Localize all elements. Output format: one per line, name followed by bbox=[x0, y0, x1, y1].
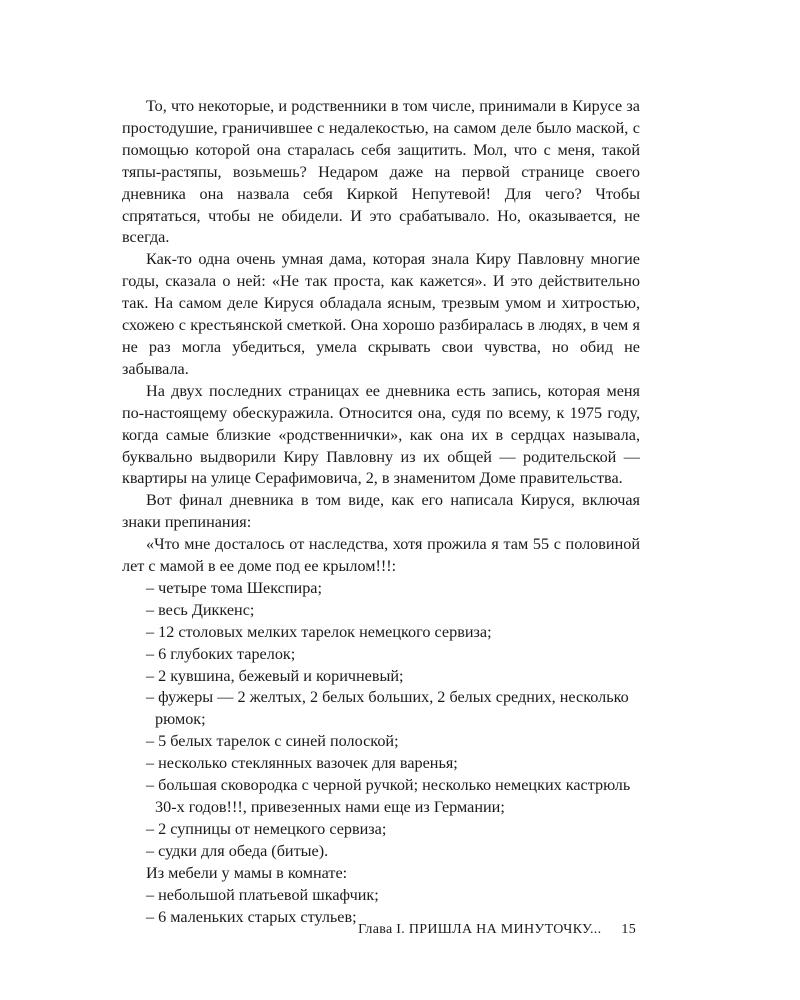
list-item: – 6 маленьких старых стульев; bbox=[146, 907, 357, 926]
list-item: – фужеры — 2 желтых, 2 белых больших, 2 белых средних, несколько рюмок; bbox=[146, 688, 629, 729]
list-dash: – bbox=[146, 754, 155, 773]
chapter-title: Глава I. ПРИШЛА НА МИНУТОЧКУ... bbox=[358, 922, 602, 937]
page-number: 15 bbox=[621, 922, 636, 937]
list-item: – 2 кувшина, бежевый и коричневый; bbox=[146, 666, 404, 685]
list-dash: – bbox=[146, 578, 155, 597]
list-dash: – bbox=[146, 622, 155, 641]
list-dash: – bbox=[146, 841, 155, 860]
list-item: – большая сковородка с черной ручкой; несколько немецких кастрюль 30-х годов!!!, привезенных нами еще из Германии; bbox=[146, 776, 631, 816]
list-item: – небольшой платьевой шкафчик; bbox=[146, 885, 379, 904]
paragraph: То, что некоторые, и родственники в том числе, принимали в Кирусе за простодушие, граничившее с недалекостью, на самом деле было маской, с помощью которой она старалась себя защитить. Мол, что с меня, такой тяпы-растяпы, возьмешь? Недаром даже на первой странице своего дневника она назвала себя Киркой Непутевой! Для чего? Чтобы спрятаться, чтобы не обидели. И это срабатывало. Но, оказывается, не всегда. bbox=[122, 97, 640, 247]
list-dash: – bbox=[146, 907, 155, 926]
list-item: – 12 столовых мелких тарелок немецкого сервиза; bbox=[146, 622, 492, 641]
list-dash: – bbox=[146, 732, 155, 751]
list-item: – весь Диккенс; bbox=[146, 600, 255, 619]
paragraph: Как-то одна очень умная дама, которая знала Киру Павловну многие годы, сказала о ней: «Не так проста, как кажется». И это действительно так. На самом деле Кируся обладала ясным, трезвым умом и хитростью, схожею с крестьянской сметкой. Она хорошо разбиралась в людях, в чем я не раз могла убедиться, умела скрывать свои чувства, но обид не забывала. bbox=[122, 250, 640, 378]
list-item: – судки для обеда (битые). bbox=[146, 841, 329, 860]
list-dash: – bbox=[146, 644, 155, 663]
paragraph: Вот финал дневника в том виде, как его написала Кируся, включая знаки препинания: bbox=[122, 491, 640, 532]
paragraph: На двух последних страницах ее дневника есть запись, которая меня по-настоящему обескуражила. Относится она, судя по всему, к 1975 году, когда самые близкие «родственнички», как она их в сердцах называла, буквально выдворили Киру Павловну из их общей — родительской — квартиры на улице Серафимовича, 2, в знаменитом Доме правительства. bbox=[122, 381, 640, 488]
furniture-intro: Из мебели у мамы в комнате: bbox=[146, 863, 348, 882]
list-dash: – bbox=[146, 600, 155, 619]
page-body bbox=[122, 96, 640, 928]
running-footer bbox=[0, 922, 636, 938]
list-item: – 5 белых тарелок с синей полоской; bbox=[146, 732, 399, 751]
inheritance-list bbox=[122, 578, 640, 863]
list-item: – 6 глубоких тарелок; bbox=[146, 644, 296, 663]
list-dash: – bbox=[146, 819, 155, 838]
list-dash: – bbox=[146, 776, 155, 795]
list-dash: – bbox=[146, 885, 155, 904]
list-item: – 2 супницы от немецкого сервиза; bbox=[146, 819, 387, 838]
list-dash: – bbox=[146, 688, 155, 707]
list-item: – четыре тома Шекспира; bbox=[146, 578, 322, 597]
list-item: – несколько стеклянных вазочек для варенья; bbox=[146, 754, 458, 773]
list-dash: – bbox=[146, 666, 155, 685]
paragraph: «Что мне досталось от наследства, хотя прожила я там 55 с половиной лет с мамой в ее доме под ее крылом!!!: bbox=[122, 535, 640, 576]
